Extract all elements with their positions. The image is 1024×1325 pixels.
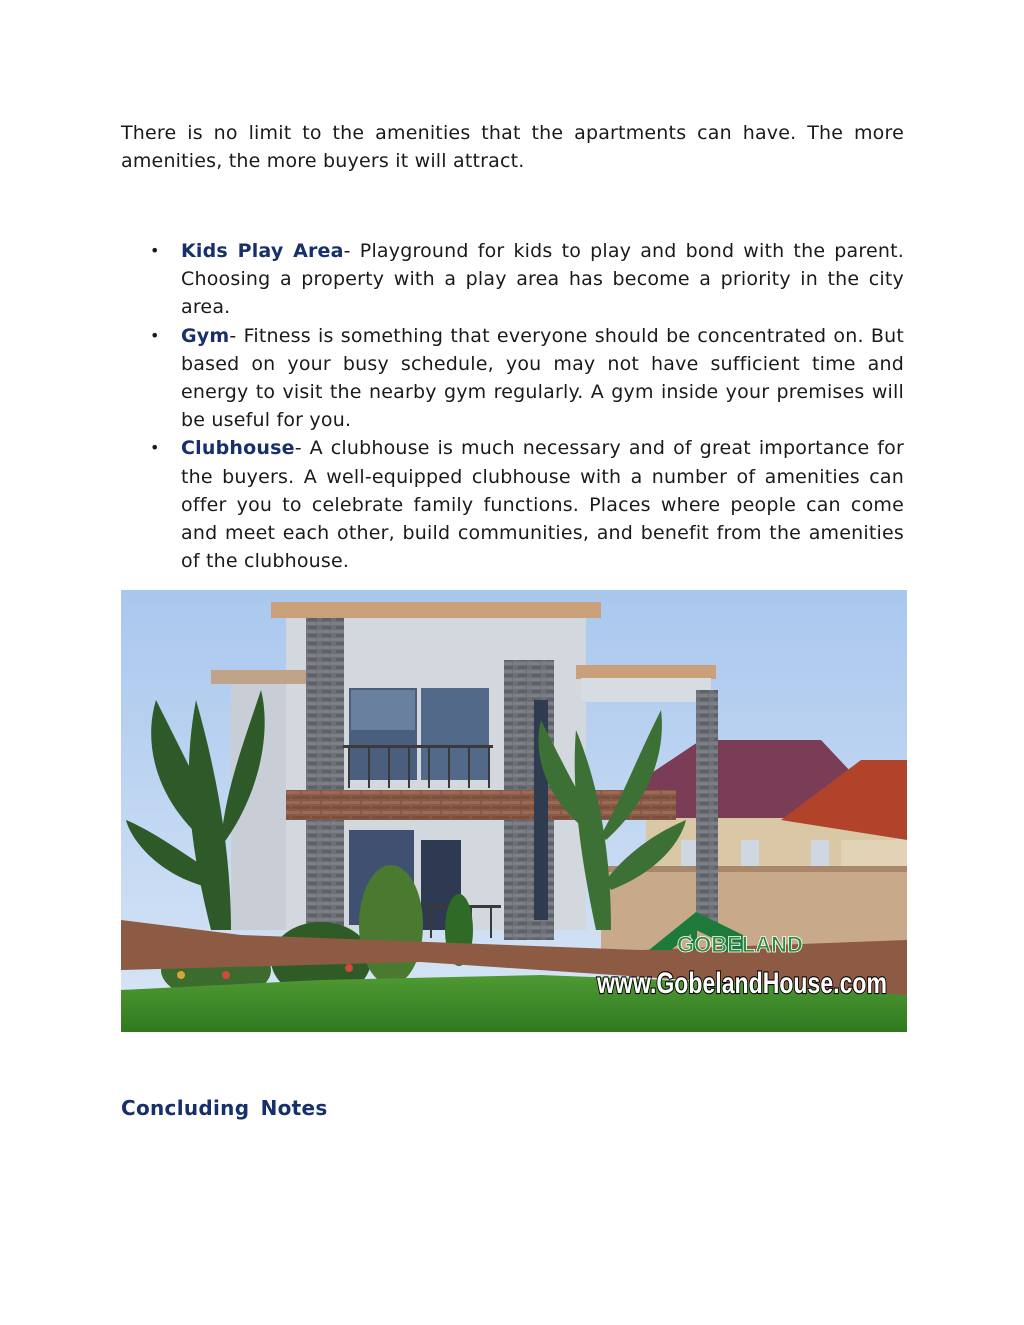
amenity-list — [121, 237, 904, 575]
bullet-icon: • — [150, 438, 160, 458]
house-photo — [121, 590, 907, 1032]
amenity-name: Kids Play Area — [181, 240, 344, 262]
amenity-description: - Playground for kids to play and bond with the parent. Choosing a property with a play area has become a priority in the city area. — [181, 240, 904, 319]
watermark-url: www.GobelandHouse.com — [596, 967, 887, 1000]
intro-paragraph: There is no limit to the amenities that the apartments can have. The more amenities, the more buyers it will attract. — [121, 122, 904, 172]
amenity-name: Clubhouse — [181, 437, 295, 460]
bullet-icon: • — [150, 241, 160, 260]
list-item — [121, 237, 904, 322]
bullet-icon: • — [150, 325, 160, 345]
watermark-brand: GOBELAND — [677, 932, 803, 957]
amenity-description: - Fitness is something that everyone should be concentrated on. But based on your busy schedule, you may not have sufficient time and energy to visit the nearby gym regularly. A gym inside your premises will be useful for you. — [181, 324, 904, 432]
list-item — [121, 434, 904, 575]
amenity-name: Gym — [181, 324, 230, 347]
list-item — [121, 322, 904, 435]
section-heading: Concluding Notes — [121, 1096, 328, 1120]
amenity-description: - A clubhouse is much necessary and of great importance for the buyers. A well-equipped clubhouse with a number of amenities can offer you to celebrate family functions. Places where people can come and meet each other, build communities, and benefit from the amenities of the clubhouse. — [181, 437, 904, 573]
